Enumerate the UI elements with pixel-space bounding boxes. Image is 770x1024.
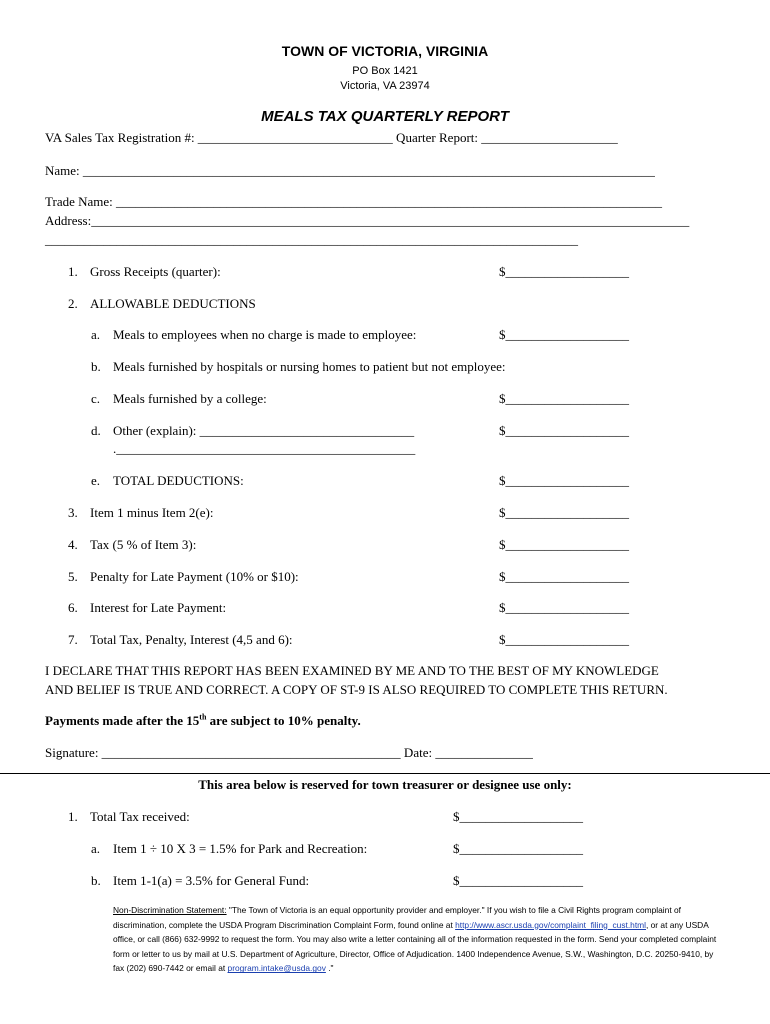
address-field[interactable]: Address:____________________________________________________________________________________________ [45,213,690,228]
section-divider [0,773,770,774]
total-due-label: Total Tax, Penalty, Interest (4,5 and 6): [90,632,293,647]
po-box: PO Box 1421 [352,65,418,77]
college-meals-amount[interactable]: $___________________ [499,391,629,406]
item-number: 3. [68,505,78,520]
report-title: MEALS TAX QUARTERLY REPORT [261,108,509,125]
treasurer-heading: This area below is reserved for town treasurer or designee use only: [198,777,572,792]
tax-label: Tax (5 % of Item 3): [90,537,197,552]
penalty-note-text: Payments made after the 15 [45,713,200,728]
item-number: 4. [68,537,78,552]
gross-receipts-amount[interactable]: $___________________ [499,264,629,279]
late-interest-amount[interactable]: $___________________ [499,600,629,615]
item-number: 2. [68,296,78,311]
park-recreation-amount[interactable]: $___________________ [453,841,583,856]
college-meals-label: Meals furnished by a college: [113,391,267,406]
sub-item-letter: a. [91,841,101,856]
sub-item-letter: a. [91,327,101,342]
penalty-note [45,713,361,729]
item-number: 7. [68,632,78,647]
name-field[interactable]: Name: ________________________________________________________________________________________ [45,163,655,178]
item-number: 1. [68,809,78,824]
late-penalty-amount[interactable]: $___________________ [499,569,629,584]
total-tax-received-amount[interactable]: $___________________ [453,809,583,824]
employee-meals-label: Meals to employees when no charge is made to employee: [113,327,417,342]
allowable-deductions-heading: ALLOWABLE DEDUCTIONS [90,296,256,311]
other-explain-field[interactable]: Other (explain): _________________________________ [113,423,415,438]
non-discrimination-statement [113,903,723,976]
late-interest-label: Interest for Late Payment: [90,600,227,615]
penalty-note-text-end: are subject to 10% penalty. [206,713,361,728]
city-address: Victoria, VA 23974 [340,80,430,92]
email-link[interactable]: program.intake@usda.gov [227,963,326,974]
park-recreation-label: Item 1 ÷ 10 X 3 = 1.5% for Park and Recreation: [113,841,368,856]
item1-minus-item2-amount[interactable]: $___________________ [499,505,629,520]
total-tax-received-label: Total Tax received: [90,809,190,824]
other-explain-line2[interactable]: .______________________________________________ [113,441,416,456]
statement-text-continued: , or at any USDA office, or call (866) 632-9992 to request the form. You may also write a letter containing all of the information requested in the form. Send your completed complaint form or letter to us by mail at U.S. Department of Agriculture, Director, Office of Adjudication. 1400 Independence Avenue, S.W., Washington, D.C. 20250-9410, by fax (202) 690-7442 or email at [113,919,717,974]
general-fund-label: Item 1-1(a) = 3.5% for General Fund: [113,873,310,888]
sub-item-letter: b. [91,359,101,374]
declaration-line-1: I DECLARE THAT THIS REPORT HAS BEEN EXAMINED BY ME AND TO THE BEST OF MY KNOWLEDGE [45,663,659,678]
sub-item-letter: c. [91,391,101,406]
penalty-note-superscript: th [199,712,207,722]
item1-minus-item2-label: Item 1 minus Item 2(e): [90,505,214,520]
total-deductions-label: TOTAL DEDUCTIONS: [113,473,244,488]
declaration-line-2: AND BELIEF IS TRUE AND CORRECT. A COPY OF ST-9 IS ALSO REQUIRED TO COMPLETE THIS RETURN. [45,682,668,697]
address-field-line2[interactable]: __________________________________________________________________________________ [45,232,578,247]
general-fund-amount[interactable]: $___________________ [453,873,583,888]
signature-date-field[interactable]: Signature: ______________________________________________ Date: _______________ [45,745,533,760]
item-number: 5. [68,569,78,584]
tax-amount[interactable]: $___________________ [499,537,629,552]
trade-name-field[interactable]: Trade Name: ____________________________________________________________________________________ [45,194,663,209]
employee-meals-amount[interactable]: $___________________ [499,327,629,342]
statement-heading: Non-Discrimination Statement: [113,905,227,915]
sub-item-letter: d. [91,423,101,438]
item-number: 6. [68,600,78,615]
other-amount[interactable]: $___________________ [499,423,629,438]
total-deductions-amount[interactable]: $___________________ [499,473,629,488]
registration-field[interactable]: VA Sales Tax Registration #: ______________________________ Quarter Report: _____________________ [45,130,618,145]
total-due-amount[interactable]: $___________________ [499,632,629,647]
town-title: TOWN OF VICTORIA, VIRGINIA [281,43,489,59]
item-number: 1. [68,264,78,279]
statement-text-end: ." [325,963,334,974]
sub-item-letter: e. [91,473,101,488]
hospital-meals-label: Meals furnished by hospitals or nursing homes to patient but not employee: [113,359,506,374]
late-penalty-label: Penalty for Late Payment (10% or $10): [90,569,299,584]
complaint-form-link[interactable]: http://www.ascr.usda.gov/complaint_filing_cust.html [455,919,646,930]
sub-item-letter: b. [91,873,101,888]
statement-text: "The Town of Victoria is an equal opportunity provider and employer." If you wish to file a Civil Rights program complaint of discrimination, complete the USDA Program Discrimination Complaint Form, found online at [113,905,681,930]
gross-receipts-label: Gross Receipts (quarter): [90,264,221,279]
